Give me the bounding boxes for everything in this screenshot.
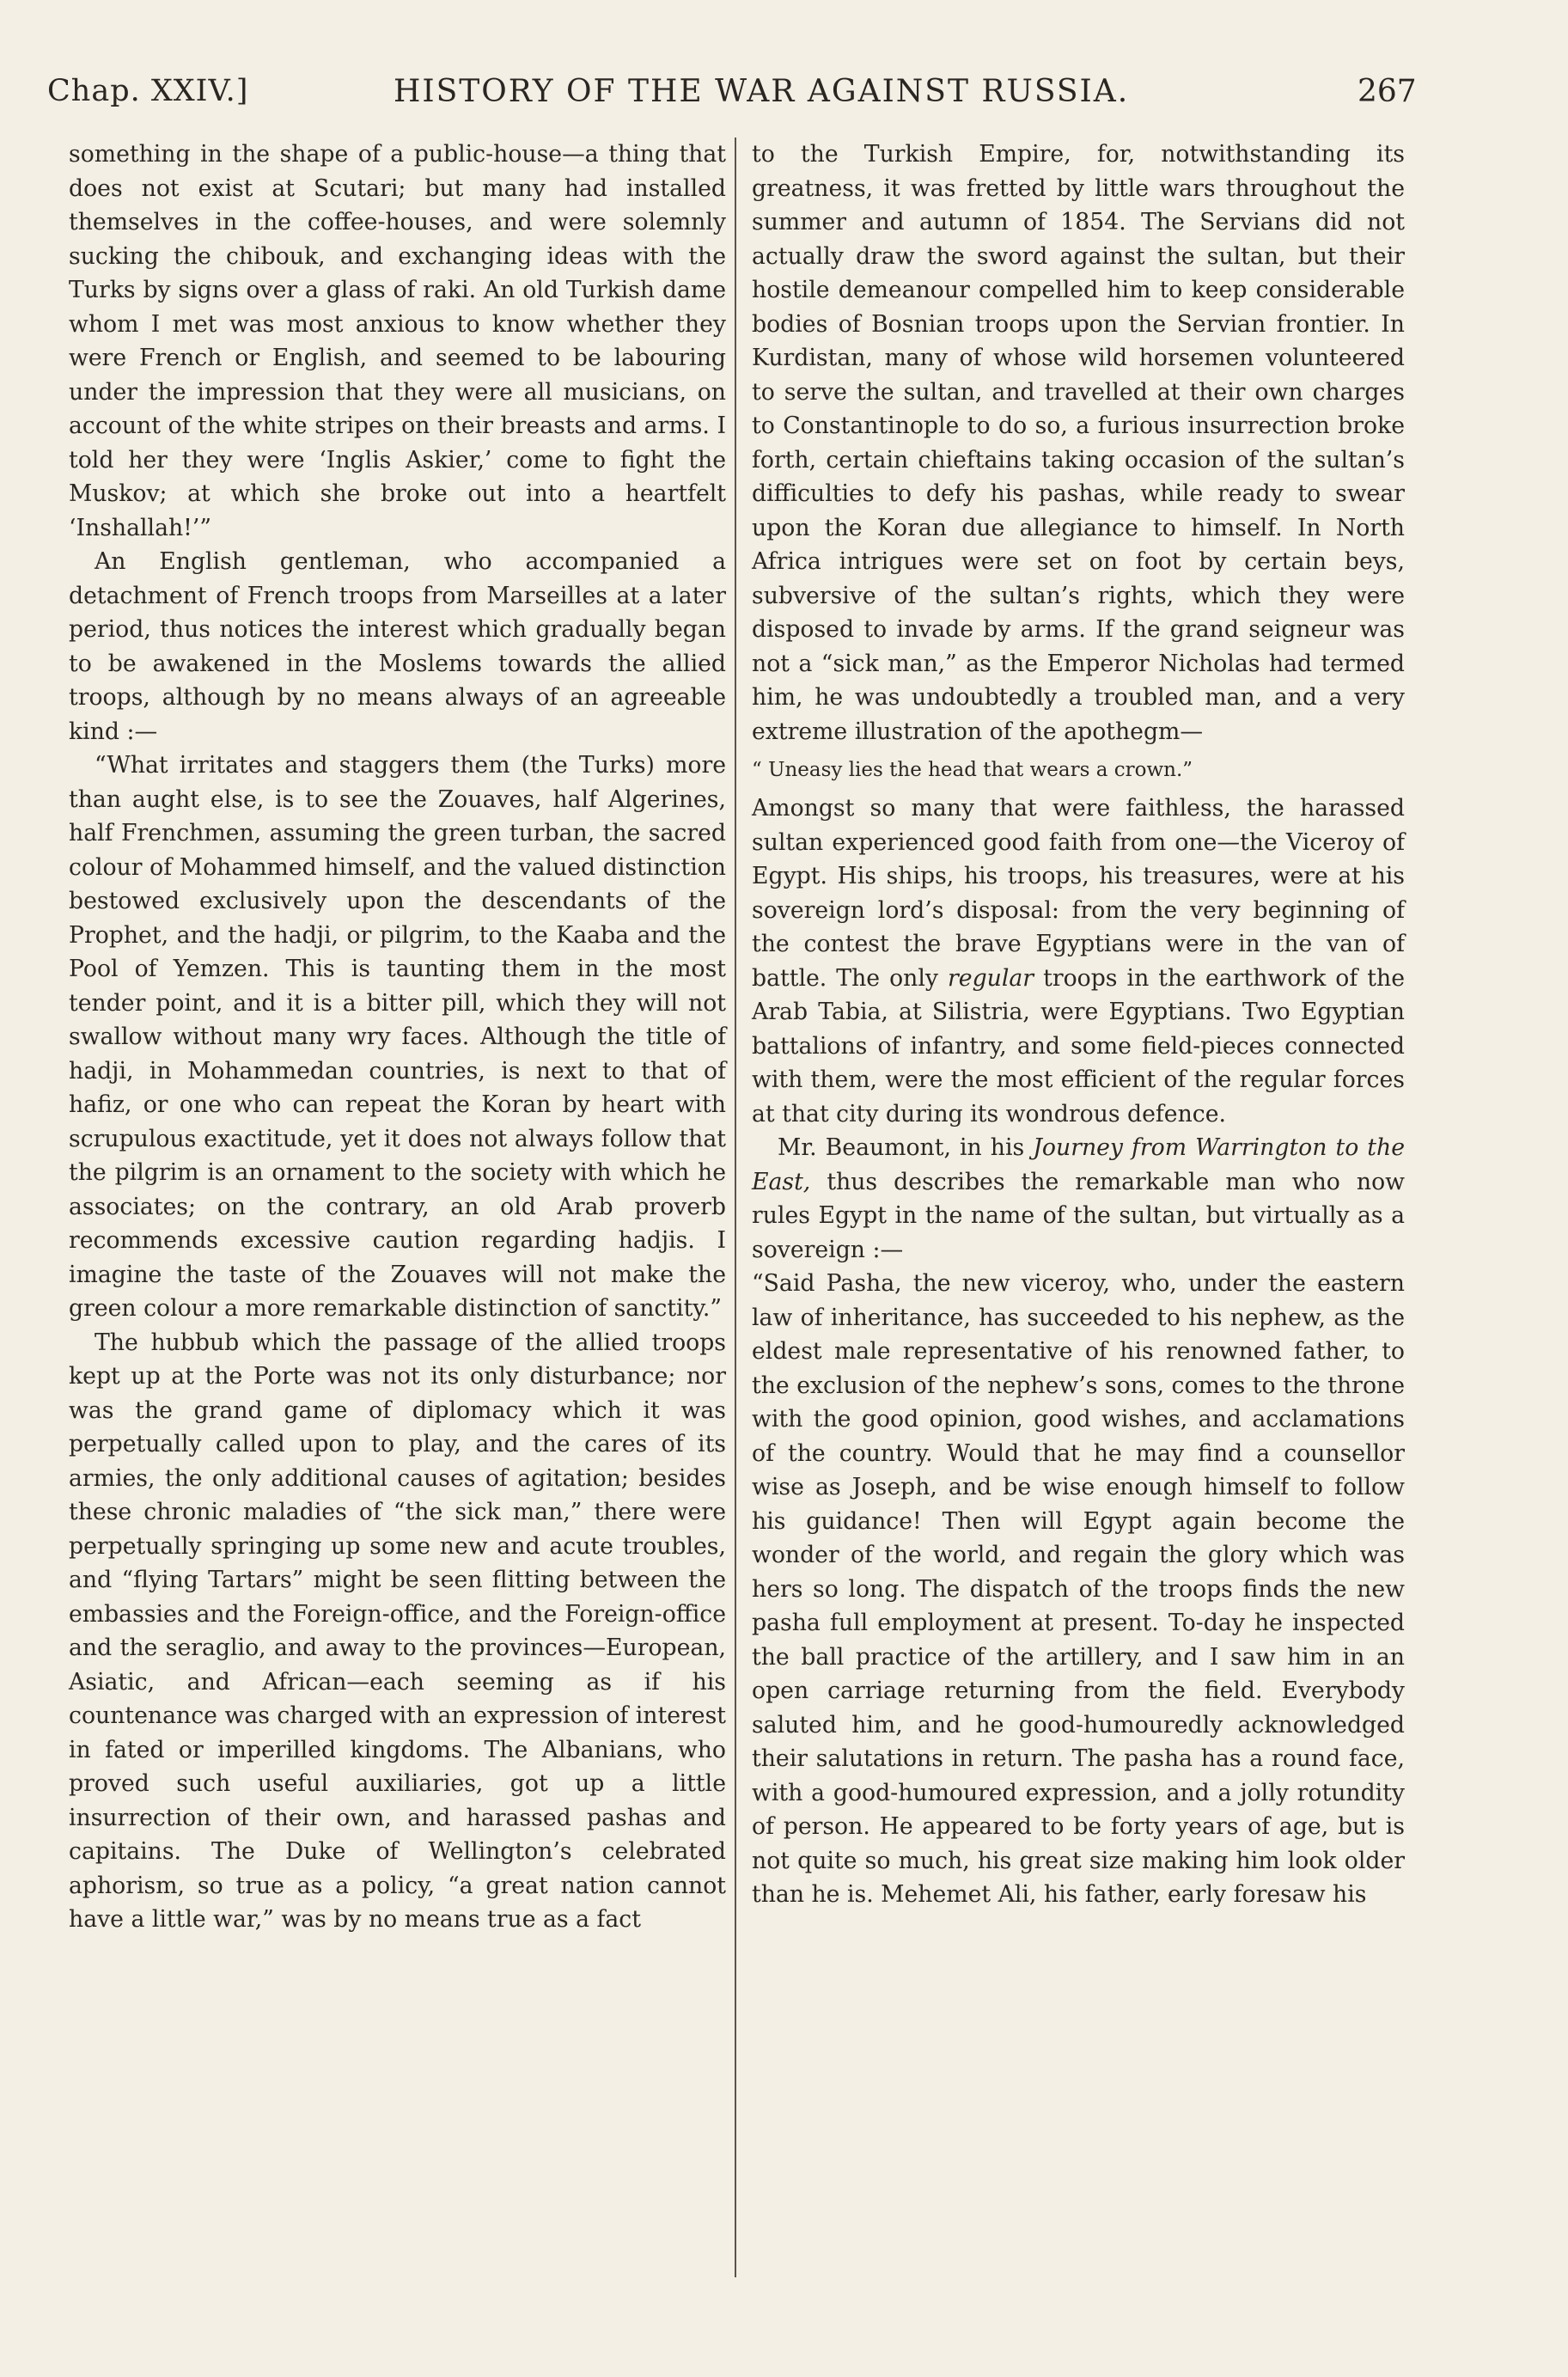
paragraph: An English gentleman, who accompanied a detachment of French troops from Marseilles at a later period, thus notices the interest which gradually began to be awakened in the Moslems towards the allied troops, although by no means always of an agreeable kind :— (69, 548, 726, 745)
paragraph: “What irritates and staggers them (the Turks) more than aught else, is to see the Zouaves, half Algerines, half Frenchmen, assuming the green turban, the sacred colour of Mohammed himself, and the valued distinction bestowed exclusively upon the descendants of the Prophet, and the hadji, or pilgrim, to the Kaaba and the Pool of Yemzen. This is taunting them in the most tender point, and it is a bitter pill, which they will not swallow without many wry faces. Although the title of hadji, in Mohammedan countries, is next to that of hafiz, or one who can repeat the Koran by heart with scrupulous exactitude, yet it does not always follow that the pilgrim is an ornament to the society with which he associates; on the contrary, an old Arab proverb recommends excessive caution regarding hadjis. I imagine the taste of the Zouaves will not make the green colour a more remarkable distinction of sanctity.” (69, 752, 726, 1322)
text-run: troops in the earthwork of the Arab Tabia, at Silistria, were Egyptians. Two Egyptian battalions of infantry, and some field-pieces connected with them, were the most efficient of the regular forces at that city during its wondrous defence. (752, 964, 1405, 1127)
left-column (69, 137, 726, 1937)
paragraph: something in the shape of a public-house—a thing that does not exist at Scutari; but many had installed themselves in the coffee-houses, and were solemnly sucking the chibouk, and exchanging ideas with the Turks by signs over a glass of raki. An old Turkish dame whom I met was most anxious to know whether they were French or English, and seemed to be labouring under the impression that they were all musicians, on account of the white stripes on their breasts and arms. I told her they were ‘Inglis Askier,’ come to fight the Muskov; at which she broke out into a heartfelt ‘Inshallah!’” (69, 141, 726, 541)
verse-quote: “ Uneasy lies the head that wears a crown.” (752, 759, 1193, 781)
italic-text: regular (948, 964, 1034, 992)
paragraph (752, 791, 1405, 1131)
book-title: Journey from Warrington to the East, (752, 1134, 1406, 1195)
column-divider (735, 137, 736, 2277)
text-run: Amongst so many that were faithless, the harassed sultan experienced good faith from one—the Viceroy of Egypt. His ships, his troops, his treasures, were at his sovereign lord’s disposal: from the very beginning of the contest the brave Egyptians were in the van of battle. The only (752, 795, 1405, 992)
paragraph: to the Turkish Empire, for, notwithstanding its greatness, it was fretted by little wars throughout the summer and autumn of 1854. The Servians did not actually draw the sword against the sultan, but their hostile demeanour compelled him to keep considerable bodies of Bosnian troops upon the Servian frontier. In Kurdistan, many of whose wild horsemen volunteered to serve the sultan, and travelled at their own charges to Constantinople to do so, a furious insurrection broke forth, certain chieftains taking occasion of the sultan’s difficulties to defy his pashas, while ready to swear upon the Koran due allegiance to himself. In North Africa intrigues were set on foot by certain beys, subversive of the sultan’s rights, which they were disposed to invade by arms. If the grand seigneur was not a “sick man,” as the Emperor Nicholas had termed him, he was undoubtedly a troubled man, and a very extreme illustration of the apothegm— (752, 141, 1405, 745)
paragraph: “Said Pasha, the new viceroy, who, under the eastern law of inheritance, has succeeded to his nephew, as the eldest male representative of his renowned father, to the exclusion of the nephew’s sons, comes to the throne with the good opinion, good wishes, and acclamations of the country. Would that he may find a counsellor wise as Joseph, and be wise enough himself to follow his guidance! Then will Egypt again become the wonder of the world, and regain the glory which was hers so long. The dispatch of the troops finds the new pasha full employment at present. To-day he inspected the ball practice of the artillery, and I saw him in an open carriage returning from the field. Everybody saluted him, and he good-humouredly acknowledged their salutations in return. The pasha has a round face, with a good-humoured expression, and a jolly rotundity of person. He appeared to be forty years of age, but is not quite so much, his great size making him look older than he is. Mehemet Ali, his father, early foresaw his (752, 1270, 1405, 1908)
page-number: 267 (1358, 74, 1417, 109)
running-header (0, 0, 1568, 129)
text-run: thus describes the remarkable man who now rules Egypt in the name of the sultan, but virtually as a sovereign :— (752, 1168, 1405, 1263)
paragraph (752, 1131, 1405, 1267)
paragraph: The hubbub which the passage of the allied troops kept up at the Porte was not its only disturbance; nor was the grand game of diplomacy which it was perpetually called upon to play, and the cares of its armies, the only additional causes of agitation; besides these chronic maladies of “the sick man,” there were perpetually springing up some new and acute troubles, and “flying Tartars” might be seen flitting between the embassies and the Foreign-office, and the Foreign-office and the seraglio, and away to the provinces—European, Asiatic, and African—each seeming as if his countenance was charged with an expression of interest in fated or imperilled kingdoms. The Albanians, who proved such useful auxiliaries, got up a little insurrection of their own, and harassed pashas and capitains. The Duke of Wellington’s celebrated aphorism, so true as a policy, “a great nation cannot have a little war,” was by no means true as a fact (69, 1329, 726, 1933)
text-run: Mr. Beaumont, in his (778, 1134, 1034, 1161)
chapter-label: Chap. XXIV.] (47, 74, 249, 108)
running-title: HISTORY OF THE WAR AGAINST RUSSIA. (394, 74, 1130, 109)
right-column (752, 137, 1405, 1912)
